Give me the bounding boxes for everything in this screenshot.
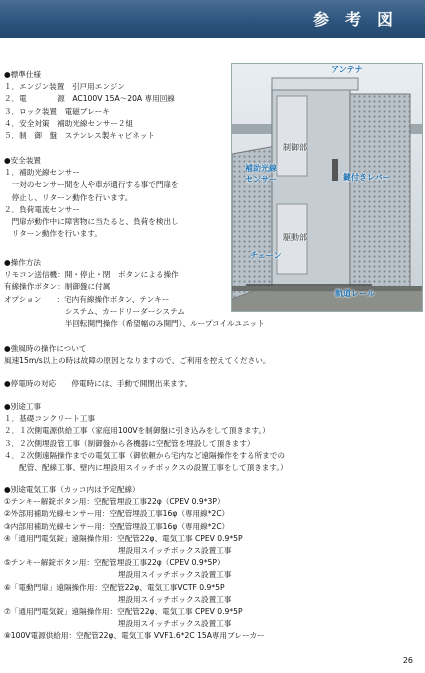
page-number: 26 <box>402 656 413 665</box>
spec-line: １．エンジン装置 引戸用エンジン <box>4 82 125 92</box>
electrical-line: ⑤テンキー解錠ボタン用：空配管埋設工事22φ（CPEV 0.9*5P） <box>4 558 225 568</box>
extra-work-section <box>4 401 422 474</box>
electrical-line: ⑥「電動門扉」遠隔操作用：空配管22φ、電気工事VCTF 0.9*5P <box>4 582 225 592</box>
rail-label: 軌道レール <box>335 289 375 298</box>
electrical-line: ●別途電気工事（カッコ内は予定配線） <box>4 485 140 494</box>
safety-line: ２．負荷電流センサー <box>4 204 80 214</box>
safety-line: １．補助光線センサー <box>4 168 80 178</box>
safety-line: 停止し、リターン動作を行います。 <box>4 192 133 202</box>
electrical-line: 埋設用スイッチボックス設置工事 <box>4 594 232 604</box>
extra-work-line: 配管、配線工事、壁内に埋設用スイッチボックスの設置工事をして頂きます。） <box>4 463 288 473</box>
extra-work-line: ●別途工事 <box>4 402 42 411</box>
antenna-label: アンテナ <box>331 65 363 74</box>
outage-line: ●停電時の対応 停電時には、手動で開閉出来ます。 <box>4 379 193 388</box>
extra-work-line: １．基礎コンクリート工事 <box>4 414 95 424</box>
safety-line: リターン動作を行います。 <box>4 229 102 239</box>
electrical-line: 埋設用スイッチボックス設置工事 <box>4 619 232 629</box>
extra-work-line: ３．２次側埋設管工事（制御盤から各機器に空配管を埋設して頂きます） <box>4 438 255 448</box>
operation-line: システム、カードリーダーシステム <box>4 306 185 316</box>
spec-line: ３．ロック装置 電磁ブレーキ <box>4 106 110 116</box>
chain-label: チェーン <box>250 251 282 260</box>
wind-section <box>4 343 422 367</box>
safety-line: 門扉が動作中に障害物に当たると、負荷を検出し <box>4 217 179 227</box>
gate-photo <box>231 63 423 312</box>
page-title: 参考図 <box>312 10 409 29</box>
outage-section <box>4 378 422 390</box>
page-header <box>0 0 425 38</box>
electrical-line: ⑧100V電源供給用：空配管22φ、電気工事 VVF1.6*2C 15A専用ブレーカー <box>4 631 265 641</box>
spec-section <box>4 69 229 142</box>
lever-label: 鍵付きレバー <box>343 173 391 182</box>
spec-line: ５．制 御 盤 ステンレス製キャビネット <box>4 131 155 141</box>
operation-line: リモコン送信機：開・停止・閉 ボタンによる操作 <box>4 270 179 280</box>
spec-line: ４．安全対策 補助光線センサー２組 <box>4 118 134 128</box>
wind-line: 風速15m/s以上の時は故障の原因となりますので、ご利用を控えてください。 <box>4 356 271 366</box>
electrical-line: ①テンキー解錠ボタン用：空配管埋設工事22φ（CPEV 0.9*3P） <box>4 497 225 507</box>
operation-line: 半回転開門操作（希望幅のみ開門）、ループコイルユニット <box>4 319 265 329</box>
extra-work-line: ４．２次側遠隔操作までの電気工事（御依頼から宅内など遠隔操作をする所までの <box>4 450 285 460</box>
safety-section <box>4 155 229 240</box>
operation-line: 有線操作ボタン：制御盤に付属 <box>4 282 111 292</box>
electrical-line: 埋設用スイッチボックス設置工事 <box>4 570 232 580</box>
electrical-line: ⑦「通用門電気錠」遠隔操作用：空配管22φ、電気工事 CPEV 0.9*5P <box>4 607 243 617</box>
safety-line: ●安全装置 <box>4 156 42 165</box>
control-label: 制御部 <box>283 143 307 152</box>
spec-line: ●標準仕様 <box>4 70 42 79</box>
electrical-section <box>4 484 422 643</box>
sensor-label: 補助光線 センサー <box>245 164 277 184</box>
electrical-line: ④「通用門電気錠」遠隔操作用：空配管22φ、電気工事 CPEV 0.9*5P <box>4 533 243 543</box>
spec-line: ２．電 源 AC100V 15A～20A 専用回線 <box>4 94 175 104</box>
drive-label: 駆動部 <box>283 233 307 242</box>
extra-work-line: ２．１次側電源供給工事（家庭用100Vを制御盤に引き込みをして頂きます。） <box>4 426 270 436</box>
electrical-line: ③内部用補助光線センサー用：空配管埋設工事16φ（専用線*2C） <box>4 521 230 531</box>
electrical-line: ②外部用補助光線センサー用：空配管埋設工事16φ（専用線*2C） <box>4 509 230 519</box>
operation-line: ●操作方法 <box>4 258 42 267</box>
wind-line: ●強風時の操作について <box>4 344 87 353</box>
gate-photo-illustration <box>232 64 422 311</box>
safety-line: 一対のセンサー間を人や車が通行する事で門扉を <box>4 180 179 190</box>
operation-line: オプション ：宅内有線操作ボタン、テンキー <box>4 294 170 304</box>
electrical-line: 埋設用スイッチボックス設置工事 <box>4 546 232 556</box>
